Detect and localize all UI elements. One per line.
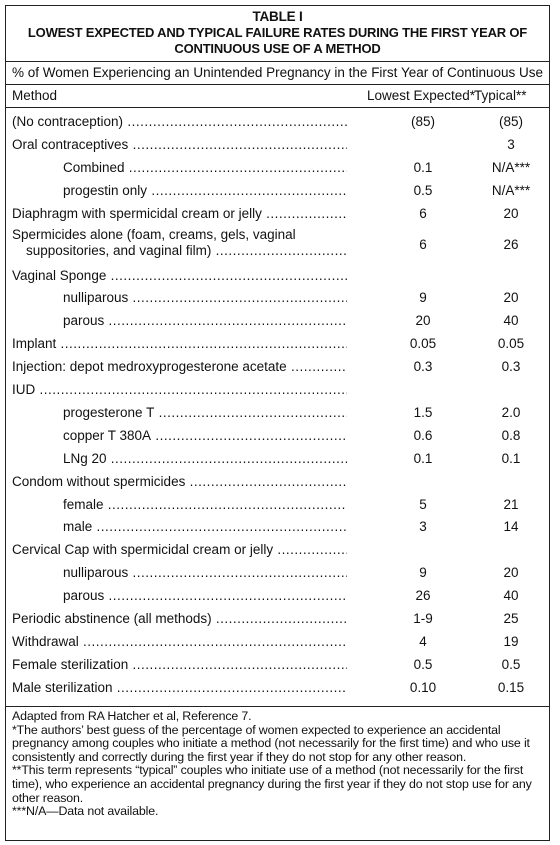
method-label xyxy=(63,588,347,603)
method-label xyxy=(63,565,347,580)
lowest-expected-value: 0.1 xyxy=(413,159,433,175)
table-row xyxy=(6,135,549,158)
leader-dots xyxy=(128,137,347,152)
method-label xyxy=(12,542,347,557)
leader-dots xyxy=(151,428,347,443)
table-row xyxy=(6,288,549,311)
lowest-expected-value: 3 xyxy=(419,519,427,535)
lowest-expected-value: 6 xyxy=(419,236,427,252)
method-label-line-2-text: suppositories, and vaginal film) xyxy=(26,242,212,258)
lowest-expected-value: 0.1 xyxy=(413,450,433,466)
table-title xyxy=(6,6,549,57)
leader-dots xyxy=(113,680,347,695)
method-label-text: nulliparous xyxy=(63,565,129,581)
leader-dots xyxy=(287,359,347,374)
table-row xyxy=(6,495,549,518)
method-label xyxy=(12,382,347,397)
method-label xyxy=(12,474,347,489)
leader-dots xyxy=(154,405,347,420)
method-label-text: IUD xyxy=(12,382,36,397)
method-label xyxy=(12,634,347,649)
method-label-text: Female sterilization xyxy=(12,656,129,672)
leader-dots xyxy=(147,183,347,198)
method-label-text: progestin only xyxy=(63,182,148,198)
table-row xyxy=(6,632,549,655)
lowest-expected-value: 1-9 xyxy=(413,611,433,626)
table-row xyxy=(6,112,549,135)
footnotes xyxy=(6,706,549,819)
leader-dots xyxy=(212,611,347,626)
typical-value: (85) xyxy=(498,114,523,129)
typical-value: 40 xyxy=(503,313,519,329)
typical-value: 0.1 xyxy=(501,450,521,466)
typical-value: 2.0 xyxy=(501,404,521,420)
method-label xyxy=(12,657,347,672)
lowest-expected-value: 4 xyxy=(419,633,427,649)
method-label xyxy=(63,313,347,328)
method-label xyxy=(63,451,347,466)
table-number: TABLE I xyxy=(252,9,303,24)
table-row xyxy=(6,311,549,334)
typical-value: 20 xyxy=(503,205,519,221)
leader-dots xyxy=(107,451,347,466)
typical-value: 0.05 xyxy=(497,336,525,352)
table-row xyxy=(6,357,549,380)
leader-dots xyxy=(273,542,347,557)
header-lowest-expected: Lowest Expected* xyxy=(367,88,476,103)
typical-value: 0.3 xyxy=(501,359,521,375)
lowest-expected-value: 0.05 xyxy=(409,336,437,352)
table-row xyxy=(6,586,549,609)
lowest-expected-value: 5 xyxy=(419,496,427,512)
typical-value: 26 xyxy=(503,236,519,252)
leader-dots xyxy=(92,519,347,534)
header-method: Method xyxy=(12,88,58,103)
typical-value: 0.15 xyxy=(497,679,525,695)
method-label xyxy=(63,405,347,420)
lowest-expected-value: (85) xyxy=(410,114,435,129)
method-label-text: Condom without spermicides xyxy=(12,473,186,489)
leader-dots xyxy=(106,268,347,283)
leader-dots xyxy=(128,657,347,672)
method-label-text: parous xyxy=(63,588,105,604)
table-row xyxy=(6,517,549,540)
lowest-expected-value: 0.10 xyxy=(409,679,437,695)
method-label-text: Periodic abstinence (all methods) xyxy=(12,611,212,626)
table-row xyxy=(6,158,549,181)
leader-dots xyxy=(56,336,347,351)
table-title-line-1: LOWEST EXPECTED AND TYPICAL FAILURE RATES DURING THE FIRST YEAR OF xyxy=(27,25,528,40)
lowest-expected-value: 9 xyxy=(419,565,427,581)
typical-value: 0.8 xyxy=(501,427,521,443)
method-label-text: LNg 20 xyxy=(63,450,107,466)
table-row xyxy=(6,609,549,632)
table-row xyxy=(6,334,549,357)
method-label xyxy=(12,227,347,259)
leader-dots xyxy=(35,382,347,397)
footnote-source: Adapted from RA Hatcher et al, Reference 7. xyxy=(12,709,252,723)
method-label xyxy=(12,680,347,695)
leader-dots xyxy=(125,160,347,175)
table-row xyxy=(6,563,549,586)
leader-dots xyxy=(104,313,347,328)
typical-value: N/A*** xyxy=(491,159,531,175)
footnote-lowest-expected: *The authors’ best guess of the percentage of women expected to experience an accidental pregnancy among couples who initiate a method (not necessarily for the first time) and who use it consistently and correctly during the first year if they do not stop for any other reason. xyxy=(12,722,530,764)
leader-dots xyxy=(123,114,347,129)
method-label-text: Cervical Cap with spermicidal cream or jelly xyxy=(12,542,274,558)
method-label-text: copper T 380A xyxy=(63,427,152,443)
header-typical: Typical** xyxy=(474,88,527,103)
table-row xyxy=(6,181,549,204)
leader-dots xyxy=(128,565,347,580)
leader-dots xyxy=(262,206,347,221)
method-label-text: Combined xyxy=(63,159,125,175)
typical-value: 40 xyxy=(503,588,519,604)
table-row xyxy=(6,266,549,289)
table-row xyxy=(6,403,549,426)
leader-dots xyxy=(211,243,347,258)
lowest-expected-value: 0.3 xyxy=(413,359,433,375)
typical-value: 14 xyxy=(503,519,519,535)
method-label-text: Diaphragm with spermicidal cream or jelly xyxy=(12,205,262,221)
lowest-expected-value: 9 xyxy=(419,290,427,306)
table-row xyxy=(6,678,549,701)
method-label-text: (No contraception) xyxy=(12,114,124,129)
typical-value: 21 xyxy=(503,496,519,512)
typical-value: 0.5 xyxy=(501,656,521,672)
method-label-text: Injection: depot medroxyprogesterone acetate xyxy=(12,359,287,375)
lowest-expected-value: 20 xyxy=(415,313,431,329)
lowest-expected-value: 0.6 xyxy=(413,427,433,443)
typical-value: 20 xyxy=(503,290,519,306)
table-row xyxy=(6,204,549,227)
leader-dots xyxy=(104,497,347,512)
method-label xyxy=(12,114,347,129)
method-label xyxy=(12,336,347,351)
method-label xyxy=(12,206,347,221)
method-label xyxy=(63,428,347,443)
table-row xyxy=(6,655,549,678)
typical-value: N/A*** xyxy=(491,182,531,198)
method-label-text: progesterone T xyxy=(63,404,155,420)
lowest-expected-value: 26 xyxy=(415,588,431,604)
leader-dots xyxy=(128,290,347,305)
table-row xyxy=(6,472,549,495)
table-subtitle: % of Women Experiencing an Unintended Pregnancy in the First Year of Continuous Use xyxy=(6,61,549,85)
typical-value: 25 xyxy=(503,611,519,626)
method-label xyxy=(12,359,347,374)
method-label-text: Male sterilization xyxy=(12,679,113,695)
method-label-text: Vaginal Sponge xyxy=(12,267,107,283)
typical-value: 20 xyxy=(503,565,519,581)
method-label-text: nulliparous xyxy=(63,290,129,306)
table-row xyxy=(6,540,549,563)
method-label xyxy=(63,497,347,512)
footnote-typical: **This term represents “typical” couples who initiate use of a method (not necessarily for the first time), who experience an accidental pregnancy during the first year if they do not stop use for any other reason. xyxy=(12,763,532,805)
lowest-expected-value: 6 xyxy=(419,205,427,221)
table-row xyxy=(6,426,549,449)
method-label-line-2 xyxy=(12,243,347,259)
method-label-text: female xyxy=(63,496,104,512)
method-label xyxy=(12,268,347,283)
typical-value: 19 xyxy=(503,633,519,649)
typical-value: 3 xyxy=(507,136,515,152)
leader-dots xyxy=(104,588,347,603)
leader-dots xyxy=(79,634,347,649)
lowest-expected-value: 0.5 xyxy=(413,182,433,198)
method-label xyxy=(63,183,347,198)
method-label-text: Oral contraceptives xyxy=(12,136,129,152)
table-title-line-2: CONTINUOUS USE OF A METHOD xyxy=(174,41,381,56)
leader-dots xyxy=(185,474,347,489)
method-label-text: Withdrawal xyxy=(12,633,79,649)
method-label xyxy=(63,160,347,175)
method-label-text: male xyxy=(63,519,93,535)
table-row xyxy=(6,227,549,266)
failure-rates-table xyxy=(5,5,550,841)
method-label-text: parous xyxy=(63,313,105,329)
method-label xyxy=(63,519,347,534)
method-label-line-1: Spermicides alone (foam, creams, gels, vaginal xyxy=(12,226,296,242)
footnote-na: ***N/A—Data not available. xyxy=(12,804,159,819)
table-row xyxy=(6,380,549,403)
method-label xyxy=(63,290,347,305)
column-header-row xyxy=(6,85,549,108)
method-label-text: Implant xyxy=(12,336,57,352)
lowest-expected-value: 0.5 xyxy=(413,656,433,672)
table-row xyxy=(6,449,549,472)
lowest-expected-value: 1.5 xyxy=(413,404,433,420)
method-label xyxy=(12,611,347,626)
method-label xyxy=(12,137,347,152)
